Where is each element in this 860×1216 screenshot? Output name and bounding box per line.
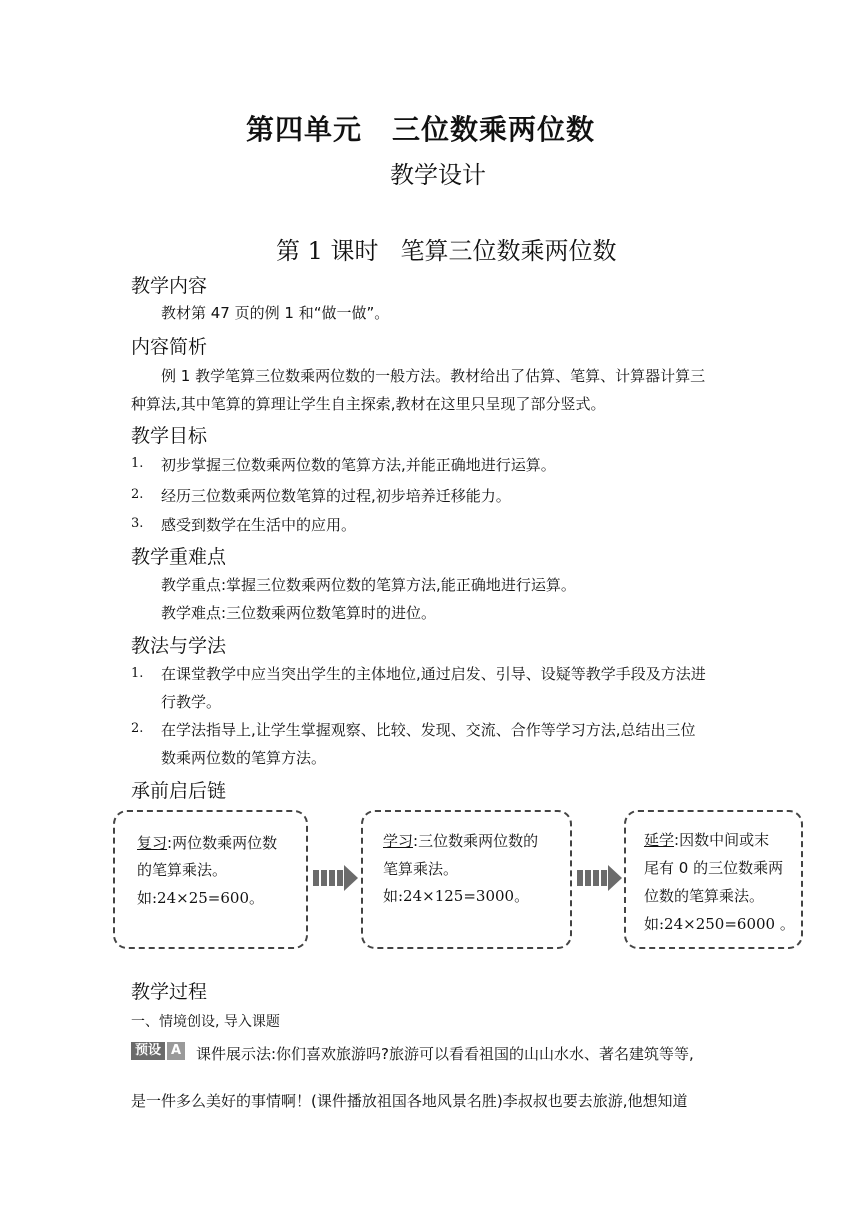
extend-label: 延学 xyxy=(644,831,675,849)
unit-label: 第四单元 xyxy=(246,113,363,146)
preset-badge xyxy=(131,1042,185,1060)
method-number: 2. xyxy=(131,721,144,736)
goal-number: 2. xyxy=(131,487,144,502)
review-label: 复习 xyxy=(137,834,168,852)
chain-box-study xyxy=(361,810,572,949)
method-number: 1. xyxy=(131,666,144,681)
goal-number: 3. xyxy=(131,516,144,531)
goal-text: 经历三位数乘两位数笔算的过程,初步培养迁移能力。 xyxy=(161,487,511,505)
lesson-title xyxy=(276,231,617,266)
preset-badge-letter: A xyxy=(167,1042,185,1060)
section-heading-analysis: 内容简析 xyxy=(131,336,208,358)
goal-number: 1. xyxy=(131,456,144,471)
review-text: :两位数乘两位数 xyxy=(167,834,278,852)
unit-title xyxy=(246,108,595,148)
preset-badge-label: 预设 xyxy=(131,1042,165,1060)
review-line-1 xyxy=(137,832,277,853)
goal-text: 感受到数学在生活中的应用。 xyxy=(161,516,357,534)
chain-box-review xyxy=(113,810,308,949)
method-line: 在课堂教学中应当突出学生的主体地位,通过启发、引导、设疑等教学手段及方法进 xyxy=(161,665,706,683)
process-line-2: 是一件多么美好的事情啊！(课件播放祖国各地风景名胜)李叔叔也要去旅游,他想知道 xyxy=(131,1092,688,1110)
process-line-1: 课件展示法:你们喜欢旅游吗?旅游可以看看祖国的山山水水、著名建筑等等, xyxy=(196,1045,694,1063)
goal-text: 初步掌握三位数乘两位数的笔算方法,并能正确地进行运算。 xyxy=(161,456,556,474)
chain-arrow-icon xyxy=(575,864,623,892)
method-line: 行教学。 xyxy=(161,693,222,711)
review-line-2: 的笔算乘法。 xyxy=(137,861,228,879)
lesson-number: 第 1 课时 xyxy=(276,237,379,265)
extend-example: 如:24×250=6000 。 xyxy=(644,915,795,933)
extend-line-1 xyxy=(644,829,769,850)
method-line: 在学法指导上,让学生掌握观察、比较、发现、交流、合作等学习方法,总结出三位 xyxy=(161,721,696,739)
method-line: 数乘两位数的笔算方法。 xyxy=(161,749,327,767)
study-line-1 xyxy=(383,830,538,851)
content-text: 教材第 47 页的例 1 和“做一做”。 xyxy=(161,304,390,322)
extend-text: :因数中间或末 xyxy=(674,831,770,849)
section-heading-content: 教学内容 xyxy=(131,275,208,297)
section-heading-goals: 教学目标 xyxy=(131,425,208,447)
chain-arrow-icon xyxy=(311,864,359,892)
chain-box-extend xyxy=(624,810,803,949)
process-step-1: 一、情境创设, 导入课题 xyxy=(131,1014,280,1030)
lesson-name: 笔算三位数乘两位数 xyxy=(400,237,617,265)
section-heading-methods: 教法与学法 xyxy=(131,635,227,657)
study-label: 学习 xyxy=(383,832,414,850)
study-line-2: 笔算乘法。 xyxy=(383,860,459,878)
unit-topic: 三位数乘两位数 xyxy=(392,113,596,146)
section-heading-process: 教学过程 xyxy=(131,981,208,1003)
document-subtitle: 教学设计 xyxy=(390,161,486,189)
analysis-line-1: 例 1 教学笔算三位数乘两位数的一般方法。教材给出了估算、笔算、计算器计算三 xyxy=(161,367,706,385)
section-heading-chain: 承前启后链 xyxy=(131,780,227,802)
extend-line-3: 位数的笔算乘法。 xyxy=(644,887,765,905)
study-example: 如:24×125=3000。 xyxy=(383,887,530,905)
extend-line-2: 尾有 0 的三位数乘两 xyxy=(644,859,784,877)
section-heading-keypoints: 教学重难点 xyxy=(131,546,227,568)
review-example: 如:24×25=600。 xyxy=(137,889,264,907)
study-text: :三位数乘两位数的 xyxy=(413,832,539,850)
key-difficulty: 教学难点:三位数乘两位数笔算时的进位。 xyxy=(161,604,437,622)
analysis-line-2: 种算法,其中笔算的算理让学生自主探索,教材在这里只呈现了部分竖式。 xyxy=(131,395,606,413)
key-focus: 教学重点:掌握三位数乘两位数的笔算方法,能正确地进行运算。 xyxy=(161,576,576,594)
